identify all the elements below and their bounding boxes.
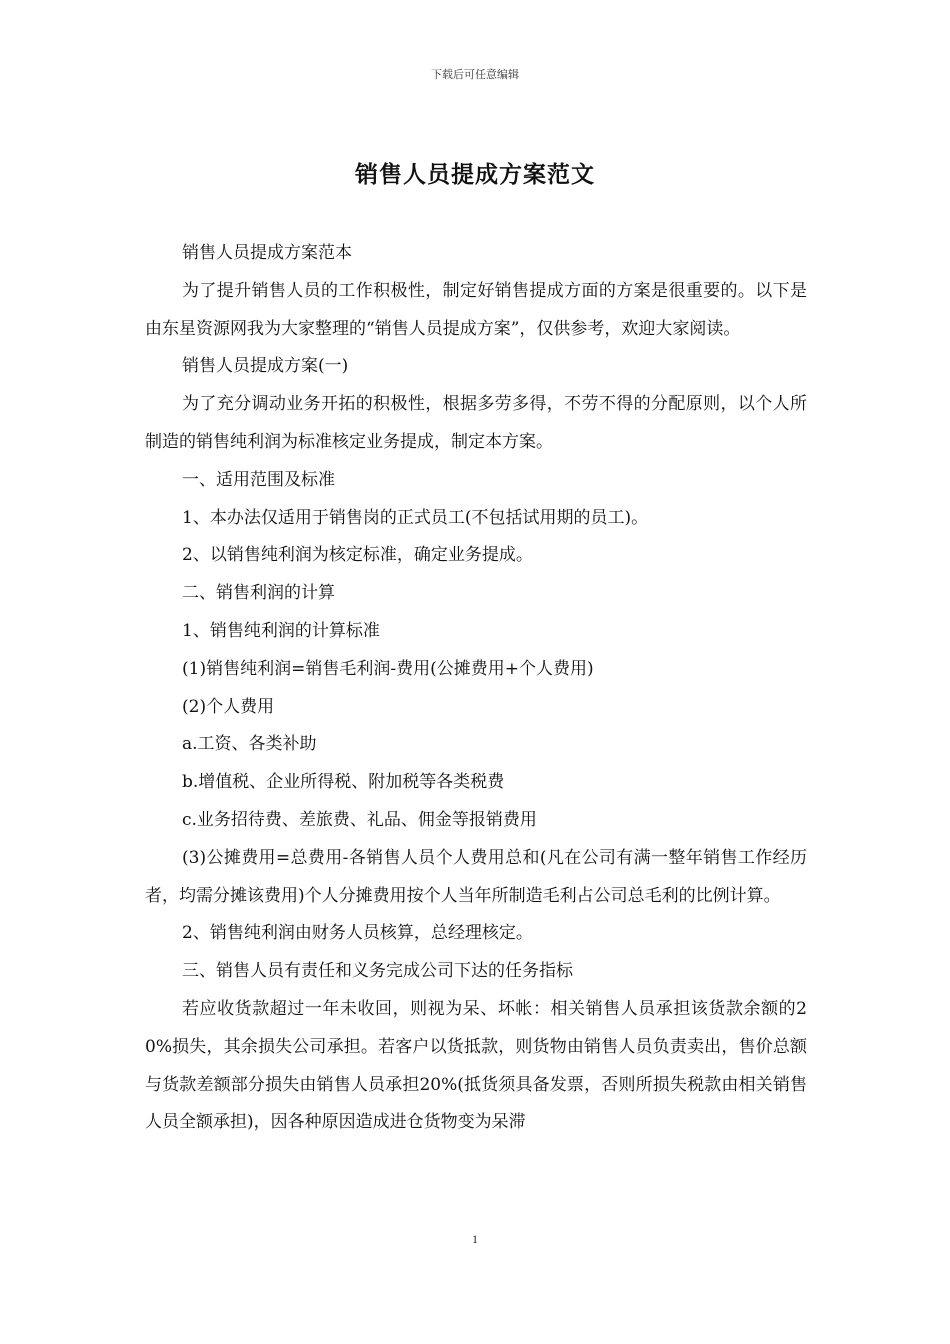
page-number: 1 [472,1232,478,1246]
list-item-cost-a: a.工资、各类补助 [182,734,317,755]
section-heading-profit-calc: 二、销售利润的计算 [182,583,335,604]
section-heading-scope: 一、适用范围及标准 [182,469,335,490]
document-title: 销售人员提成方案范文 [355,162,595,188]
header-note: 下载后可任意编辑 [431,68,519,81]
paragraph-purpose: 为了充分调动业务开拓的积极性，根据多劳多得，不劳不得的分配原则，以个人所制造的销售纯利润为标准核定业务提成，制定本方案。 [145,394,807,452]
list-item-calc-standard: 1、销售纯利润的计算标准 [182,620,380,641]
section-heading-responsibility: 三、销售人员有责任和义务完成公司下达的任务指标 [182,961,573,982]
paragraph-subtitle: 销售人员提成方案范本 [182,243,352,263]
paragraph-intro: 为了提升销售人员的工作积极性，制定好销售提成方面的方案是很重要的。以下是由东星资源网我为大家整理的“销售人员提成方案”，仅供参考，欢迎大家阅读。 [145,280,807,339]
list-item-net-profit-formula: (1)销售纯利润=销售毛利润-费用(公摊费用+个人费用) [182,658,594,679]
list-item-scope-1: 1、本办法仅适用于销售岗的正式员工(不包括试用期的员工)。 [182,507,649,528]
list-item-accounting: 2、销售纯利润由财务人员核算，总经理核定。 [182,923,533,944]
list-item-cost-b: b.增值税、企业所得税、附加税等各类税费 [182,772,505,793]
paragraph-receivables: 若应收货款超过一年未收回，则视为呆、坏帐：相关销售人员承担该货款余额的20%损失，其余损失公司承担。若客户以货抵款，则货物由销售人员负责卖出，售价总额与货款差额部分损失由销售人员承担20%(抵货须具备发票，否则所损失税款由相关销售人员全额承担)，因各种原因造成进仓货物变为呆滞 [145,998,807,1133]
document-body [145,235,807,1142]
section-heading-plan-one: 销售人员提成方案(一) [182,356,349,377]
list-item-scope-2: 2、以销售纯利润为核定标准，确定业务提成。 [182,545,533,566]
list-item-cost-c: c.业务招待费、差旅费、礼品、佣金等报销费用 [182,809,537,830]
list-item-personal-costs: (2)个人费用 [182,696,275,717]
list-item-shared-costs: (3)公摊费用=总费用-各销售人员个人费用总和(凡在公司有满一整年销售工作经历者，均需分摊该费用)个人分摊费用按个人当年所制造毛利占公司总毛利的比例计算。 [145,847,807,906]
